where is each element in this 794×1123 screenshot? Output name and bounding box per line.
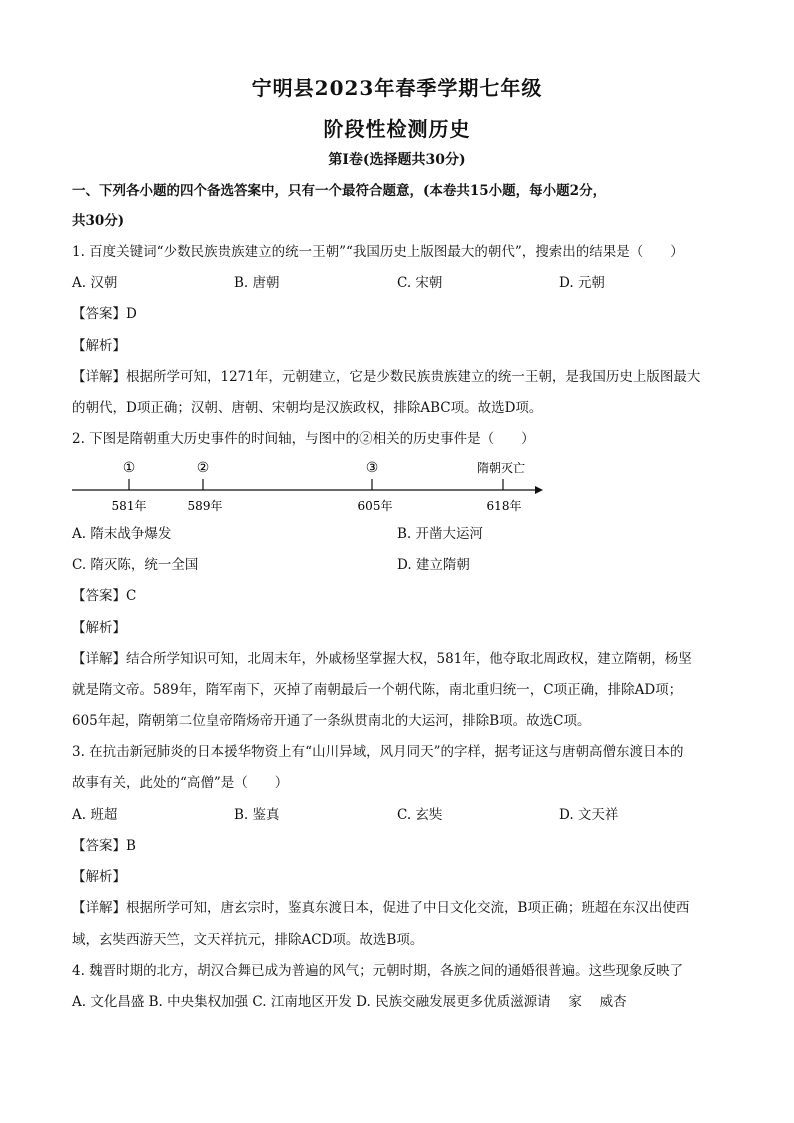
q2-detail-line-3: 605年起，隋朝第二位皇帝隋炀帝开通了一条纵贯南北的大运河，排除B项。故选C项。 [72,713,591,729]
q3-detail-line-1: 【详解】根据所学可知，唐玄宗时，鉴真东渡日本，促进了中日文化交流，B项正确；班超在东汉出使西 [72,900,690,916]
q2-answer: 【答案】C [72,588,137,604]
q3-option-d: D. 文天祥 [559,807,619,823]
q1-detail-line-2: 的朝代，D项正确；汉朝、唐朝、宋朝均是汉族政权，排除ABC项。故选D项。 [72,400,543,416]
q3-stem-line-1: 3. 在抗击新冠肺炎的日本援华物资上有“山川异域，风月同天”的字样，据考证这与唐朝高僧东渡日本的 [72,744,684,760]
q2-option-c: C. 隋灭陈，统一全国 [72,557,199,573]
q2-detail-line-2: 就是隋文帝。589年，隋军南下，灭掉了南朝最后一个朝代陈，南北重归统一，C项正确，排除AD项； [72,682,683,698]
q3-detail-line-2: 域，玄奘西游天竺，文天祥抗元，排除ACD项。故选B项。 [72,932,424,948]
exam-title: 宁明县2023年春季学期七年级 [251,76,543,100]
q4-options-line: A. 文化昌盛 B. 中央集权加强 C. 江南地区开发 D. 民族交融发展更多优质滋源请 家 威杏 [72,994,627,1010]
q1-option-b: B. 唐朝 [234,275,280,291]
q2-option-b: B. 开凿大运河 [397,526,484,542]
exam-subtitle: 阶段性检测历史 [323,117,471,141]
timeline-year-581: 581年 [111,499,147,513]
q4-stem: 4. 魏晋时期的北方，胡汉合舞已成为普遍的风气；元朝时期，各族之间的通婚很普遍。这些现象反映了 [72,963,684,979]
timeline-arrow [535,486,543,494]
q1-option-c: C. 宋朝 [397,275,443,291]
q3-stem-line-2: 故事有关，此处的“高僧”是（ ） [72,775,289,791]
q1-option-d: D. 元朝 [559,275,605,291]
q3-option-b: B. 鉴真 [234,807,280,823]
instructions-line-1: 一、下列各小题的四个备选答案中，只有一个最符合题意，(本卷共15小题，每小题2分， [72,183,607,199]
q2-option-d: D. 建立隋朝 [397,557,470,573]
timeline-marker-sui-fall: 隋朝灭亡 [476,461,526,475]
q3-answer: 【答案】B [72,838,136,854]
q3-option-a: A. 班超 [72,807,118,823]
q2-option-a: A. 隋末战争爆发 [72,526,172,542]
q1-answer: 【答案】D [72,306,137,322]
q1-stem: 1. 百度关键词“少数民族贵族建立的统一王朝”“我国历史上版图最大的朝代”，搜索出的结果是（ ） [72,244,684,260]
sui-timeline-figure [72,455,552,517]
timeline-marker-1: ① [122,460,136,476]
q2-detail-line-1: 【详解】结合所学知识可知，北周末年，外戚杨坚掌握大权，581年，他夺取北周政权，建立隋朝，杨坚 [72,651,692,667]
timeline-year-618: 618年 [486,499,522,513]
instructions-line-2: 共30分) [72,213,125,229]
timeline-marker-3: ③ [365,460,379,476]
timeline-year-605: 605年 [357,499,393,513]
q3-analysis-label: 【解析】 [72,869,126,885]
q1-analysis-label: 【解析】 [72,338,126,354]
q1-detail-line-1: 【详解】根据所学可知，1271年，元朝建立，它是少数民族贵族建立的统一王朝，是我国历史上版图最大 [72,369,701,385]
section-heading: 第Ⅰ卷(选择题共30分) [328,152,466,168]
timeline-year-589: 589年 [187,499,223,513]
q2-stem: 2. 下图是隋朝重大历史事件的时间轴，与图中的②相关的历史事件是（ ） [72,431,535,447]
q3-option-c: C. 玄奘 [397,807,443,823]
q2-analysis-label: 【解析】 [72,620,126,636]
q1-option-a: A. 汉朝 [72,275,118,291]
timeline-marker-2: ② [196,460,210,476]
